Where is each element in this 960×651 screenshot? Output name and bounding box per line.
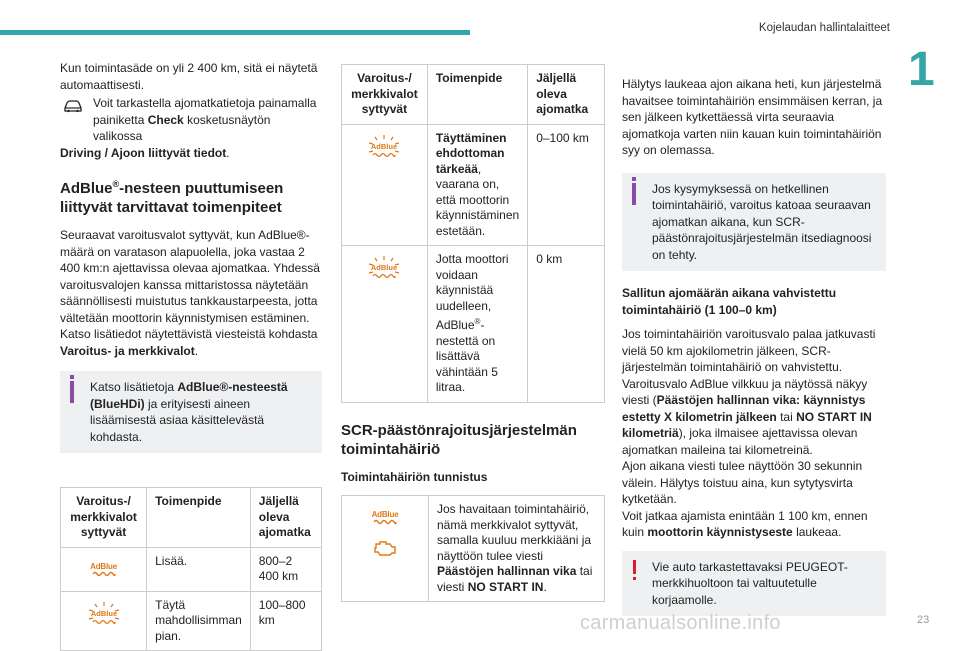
adblue-body: Seuraavat varoitusvalot syttyvät, kun AdBlue®-määrä on varatason alapuolella, joka vastaa 2 400 km:n ajettavissa olevaa ajomatkaa. Yhdessä varoitusvalojen kanssa mittaristossa näytetään säännöllisesti muistutus tankkaustarpeesta, jotta vältetään moottorin käynnistymisen estäminen. Katso lisätiedot näytettävistä viesteistä kohdasta Varoitus- ja merkkivalot.	[60, 228, 320, 358]
car-icon	[62, 95, 84, 117]
menu-path: Driving / Ajoon liittyvät tiedot	[60, 145, 227, 160]
adblue-warning-icon: AdBlue	[90, 562, 117, 577]
table-row: AdBlue Jos havaitaan toimintahäiriö, nämä merkkivalot syttyvät, samalla kuuluu merkkiääni ja näyttöön tulee viesti Päästöjen hallinnan vika tai viesti NO START IN.	[342, 496, 605, 602]
table-row: AdBlue Täytä mahdollisimman pian. 100–800 km	[61, 591, 322, 651]
info-icon	[70, 375, 74, 379]
page-header: Kojelaudan hallintalaitteet	[758, 22, 890, 34]
info-icon	[632, 177, 636, 181]
svg-text:AdBlue: AdBlue	[371, 141, 398, 151]
section-heading-adblue: AdBlue®-nesteen puuttumiseen liittyvät tarvittavat toimenpiteet	[60, 179, 284, 216]
scr-detection-table	[341, 495, 605, 602]
warning-icon	[633, 560, 636, 574]
chapter-number: 1	[908, 43, 935, 96]
warning-table-1: Varoitus-/ merkkivalot syttyvät Toimenpide Jäljellä oleva ajomatka AdBlue Lisää. 800–2 400 km AdBlue Täytä mahdollisimman pian. 100–800 km	[60, 487, 322, 651]
column-2	[341, 64, 605, 602]
section-heading-scr: SCR-päästönrajoitusjärjestelmän toimintahäiriö	[341, 421, 577, 458]
engine-warning-icon	[372, 539, 398, 557]
warning-box: Vie auto tarkastettavaksi PEUGEOT-merkkihuoltoon tai valtuutetulle korjaamolle.	[622, 551, 886, 617]
alert-text: Hälytys laukeaa ajon aikana heti, kun järjestelmä havaitsee toimintahäiriön ensimmäisen kerran, ja sen jälkeen kytkettäessä virta seuraavia ajomatkoja varten niin kauan kuin toimintahäiriön syy on olemassa.	[622, 77, 883, 157]
limit-text: Voit jatkaa ajamista enintään 1 100 km, ennen kuin moottorin käynnistyseste laukeaa.	[622, 508, 868, 539]
column-1	[60, 60, 322, 651]
intro-text: Kun toimintasäde on yli 2 400 km, sitä ei näytetä automaattisesti.	[60, 61, 318, 92]
table-row: AdBlue Jotta moottori voidaan käynnistää uudelleen, AdBlue®-nestettä on lisättävä vähintään 5 litraa. 0 km	[342, 246, 605, 403]
table-row: AdBlue Täyttäminen ehdottoman tärkeää, vaarana on, että moottorin käynnistäminen estetään. 0–100 km	[342, 124, 605, 246]
table-row: AdBlue Lisää. 800–2 400 km	[61, 547, 322, 591]
adblue-flashing-icon	[367, 135, 401, 166]
subheading-confirmed: Sallitun ajomäärän aikana vahvistettu toimintahäiriö (1 100–0 km)	[622, 286, 837, 317]
svg-text:AdBlue: AdBlue	[371, 263, 398, 272]
adblue-flashing-icon	[87, 602, 121, 633]
confirmed-text: Jos toimintahäiriön varoitusvalo palaa jatkuvasti vielä 50 km ajokilometrin jälkeen, SCR-järjestelmän toimintahäiriö on vahvistettu. Varoitusvalo AdBlue vilkkuu ja näytössä näkyy viesti (Päästöjen hallinnan vika: käynnistys estetty X kilometrin jälkeen tai NO START IN kilometriä), joka ilmaisee ajettavissa olevan ajomatkan maileina tai kilometreinä.	[622, 327, 876, 457]
info-box: Katso lisätietoja AdBlue®-nesteestä (BlueHDi) ja erityisesti aineen lisäämisestä asiaa käsittelevästä kohdasta.	[60, 371, 322, 453]
info-box: Jos kysymyksessä on hetkellinen toimintahäiriö, varoitus katoaa seuraavan ajomatkan aikana, kun SCR-päästönrajoitusjärjestelmän itsediagnoosi on tehty.	[622, 173, 886, 272]
subheading-detection: Toimintahäiriön tunnistus	[341, 469, 488, 484]
header-accent-bar	[0, 30, 470, 35]
check-note: Voit tarkastella ajomatkatietoja painamalla painiketta Check kosketusnäytön valikossa Driving / Ajoon liittyvät tiedot.	[60, 96, 317, 160]
repeat-text: Ajon aikana viesti tulee näyttöön 30 sekunnin välein. Hälytys toistuu aina, kun sytytysvirta kytketään.	[622, 459, 863, 506]
svg-text:AdBlue: AdBlue	[90, 608, 117, 618]
watermark: carmanualsonline.info	[580, 612, 781, 634]
adblue-flashing-icon	[367, 256, 401, 287]
check-label: Check	[147, 112, 184, 127]
warning-table-2: Varoitus-/ merkkivalot syttyvät Toimenpide Jäljellä oleva ajomatka AdBlue Täyttäminen ehdottoman tärkeää, vaarana on, että moottorin käynnistäminen estetään. 0–100 km AdBlue Jotta moottori voidaan käynnistää uudelleen, AdBlue®-nestettä on lisättävä vähintään 5 litraa. 0 km	[341, 64, 605, 403]
page-number: 23	[917, 614, 930, 626]
adblue-warning-icon: AdBlue	[372, 510, 399, 525]
column-3	[622, 76, 886, 616]
